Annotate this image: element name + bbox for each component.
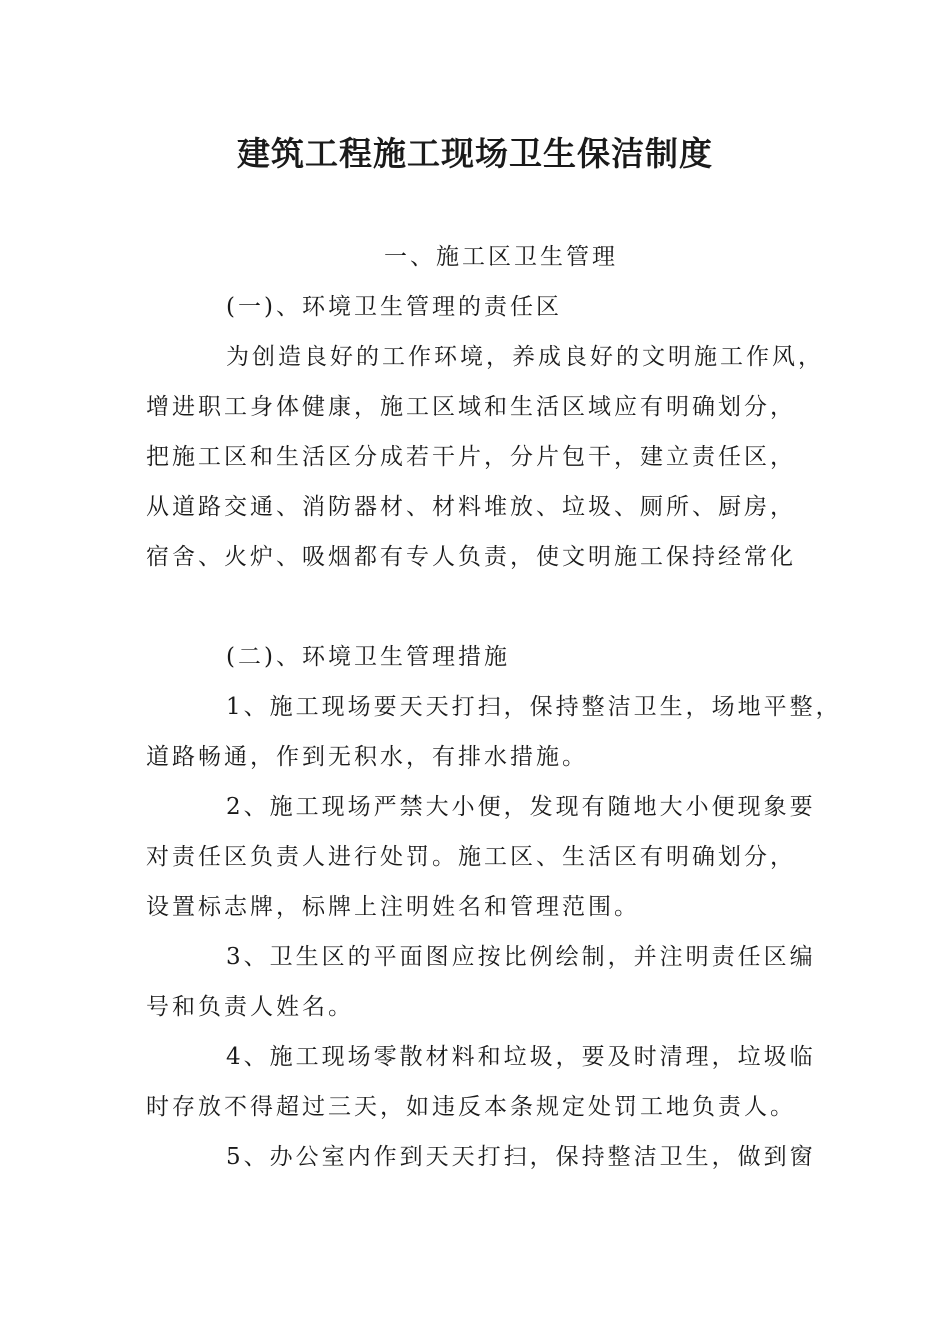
list-item-line: 时存放不得超过三天，如违反本条规定处罚工地负责人。	[146, 1094, 796, 1120]
paragraph-line: 为创造良好的工作环境，养成良好的文明施工作风，	[226, 344, 824, 370]
list-item-line: 号和负责人姓名。	[146, 994, 354, 1020]
paragraph-line: 把施工区和生活区分成若干片，分片包干，建立责任区，	[146, 444, 796, 470]
list-item-line: 对责任区负责人进行处罚。施工区、生活区有明确划分，	[146, 844, 796, 870]
paragraph-line: 从道路交通、消防器材、材料堆放、垃圾、厕所、厨房，	[146, 494, 796, 520]
subsection-heading: (二)、环境卫生管理措施	[226, 644, 510, 670]
paragraph-spacer	[146, 582, 826, 632]
list-item-line: 道路畅通，作到无积水，有排水措施。	[146, 744, 588, 770]
list-item-line: 2、施工现场严禁大小便，发现有随地大小便现象要	[226, 794, 816, 820]
paragraph-line: 宿舍、火炉、吸烟都有专人负责，使文明施工保持经常化	[146, 544, 796, 570]
list-item-line: 设置标志牌，标牌上注明姓名和管理范围。	[146, 894, 640, 920]
list-item-line: 1、施工现场要天天打扫，保持整洁卫生，场地平整，	[226, 694, 842, 720]
list-item-line: 4、施工现场零散材料和垃圾，要及时清理，垃圾临	[226, 1044, 816, 1070]
list-item-line: 3、卫生区的平面图应按比例绘制，并注明责任区编	[226, 944, 816, 970]
list-item-line: 5、办公室内作到天天打扫，保持整洁卫生，做到窗	[226, 1144, 816, 1170]
paragraph-line: 增进职工身体健康，施工区域和生活区域应有明确划分，	[146, 394, 796, 420]
document-title: 建筑工程施工现场卫生保洁制度	[237, 134, 713, 173]
subsection-heading: (一)、环境卫生管理的责任区	[226, 294, 562, 320]
document-body	[146, 232, 842, 1182]
section-heading: 一、施工区卫生管理	[384, 244, 618, 270]
